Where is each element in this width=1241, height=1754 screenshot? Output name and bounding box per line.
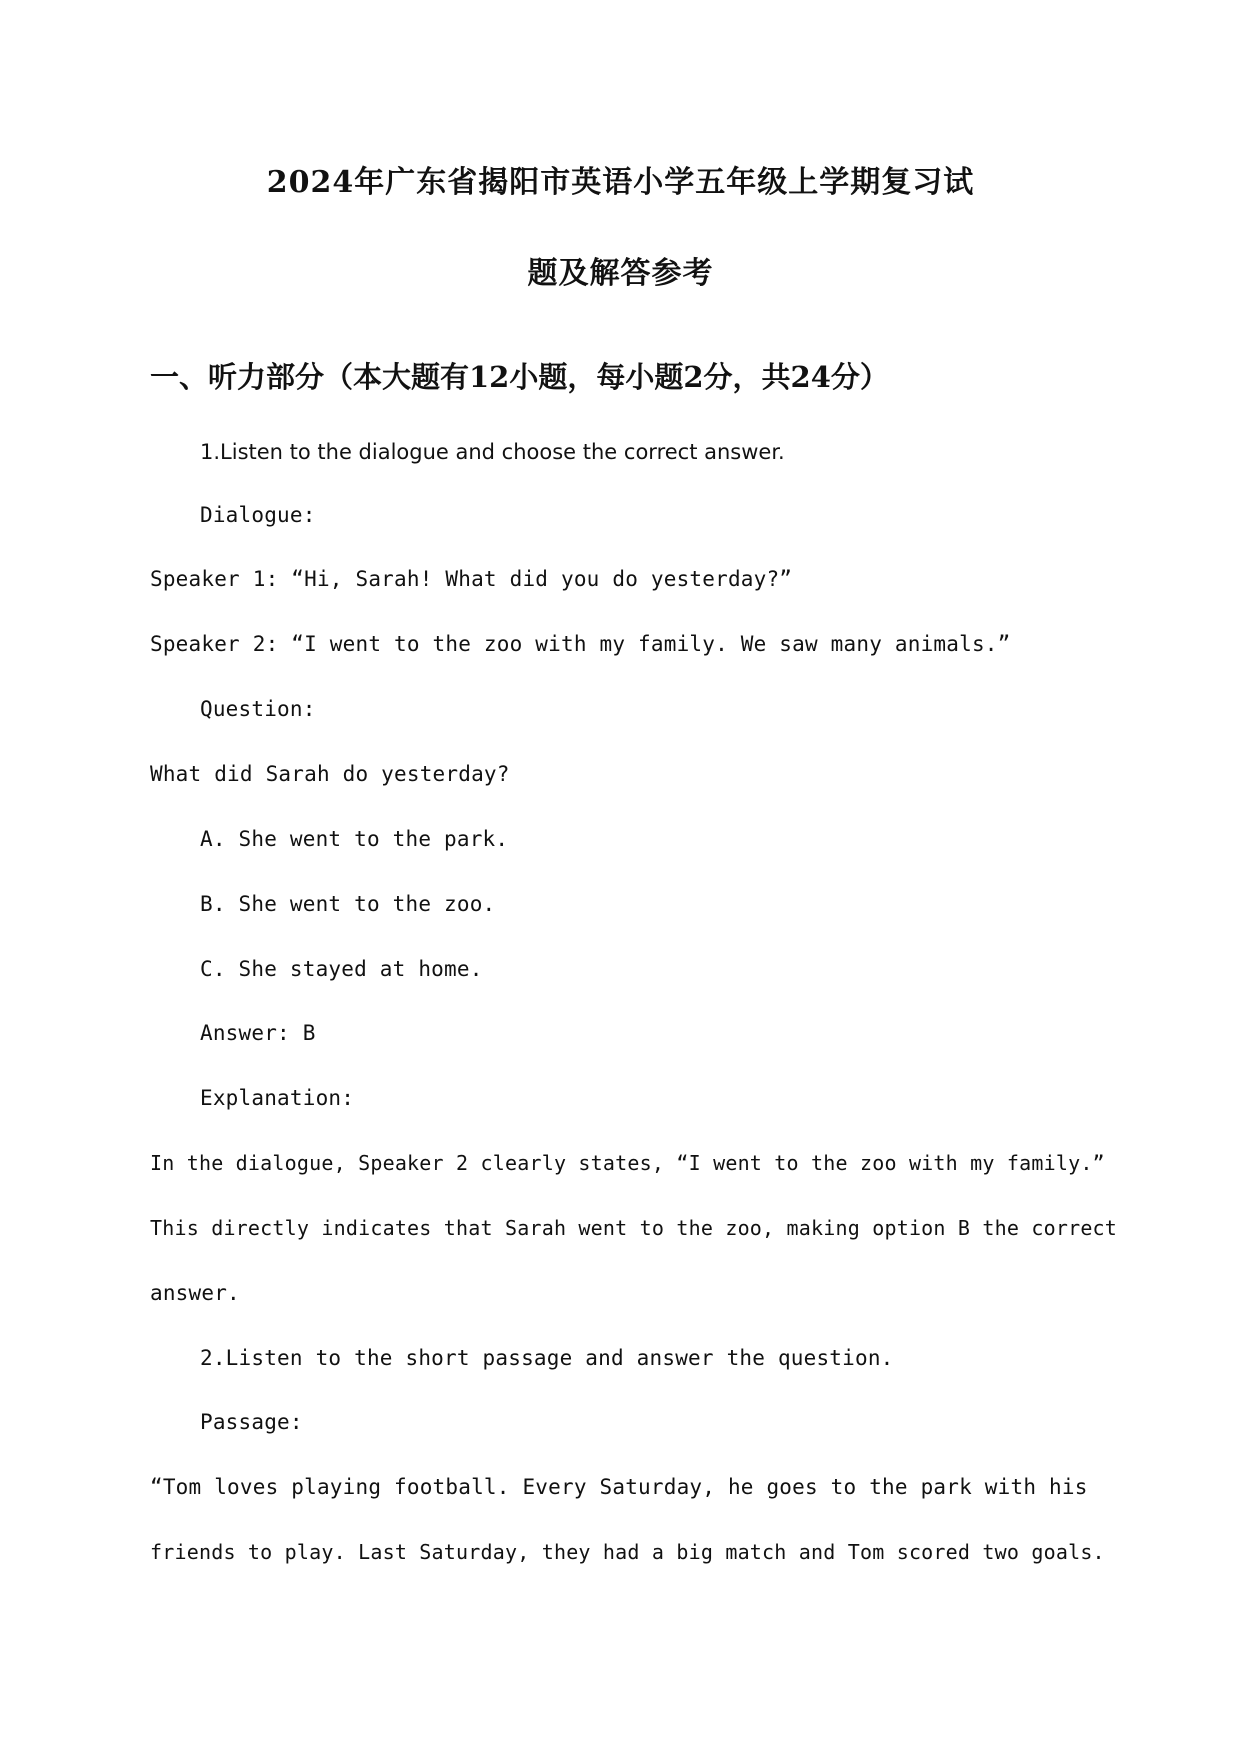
question-2-prompt: 2.Listen to the short passage and answer the question.	[200, 1346, 894, 1370]
explanation-line-3: answer.	[150, 1281, 240, 1305]
explanation-line-2: This directly indicates that Sarah went to the zoo, making option B the correct	[150, 1216, 1118, 1240]
option-b: B. She went to the zoo.	[200, 892, 496, 916]
question-1-prompt: 1.Listen to the dialogue and choose the correct answer.	[200, 440, 785, 464]
question-text: What did Sarah do yesterday?	[150, 762, 510, 786]
passage-label: Passage:	[200, 1410, 303, 1434]
explanation-label: Explanation:	[200, 1086, 355, 1110]
speaker-1-line: Speaker 1: “Hi, Sarah! What did you do yesterday?”	[150, 567, 793, 591]
explanation-line-1: In the dialogue, Speaker 2 clearly states, “I went to the zoo with my family.”	[150, 1151, 1105, 1175]
passage-line-1: “Tom loves playing football. Every Saturday, he goes to the park with his	[150, 1475, 1088, 1499]
document-title-line-2: 题及解答参考	[527, 256, 714, 291]
dialogue-label: Dialogue:	[200, 503, 316, 527]
answer-line: Answer: B	[200, 1021, 316, 1045]
option-c: C. She stayed at home.	[200, 957, 483, 981]
speaker-2-line: Speaker 2: “I went to the zoo with my family. We saw many animals.”	[150, 632, 1011, 656]
document-title-line-1: 2024年广东省揭阳市英语小学五年级上学期复习试	[266, 165, 975, 200]
passage-line-2: friends to play. Last Saturday, they had a big match and Tom scored two goals.	[150, 1540, 1105, 1564]
section-heading-listening: 一、听力部分（本大题有12小题，每小题2分，共24分）	[150, 360, 889, 394]
option-a: A. She went to the park.	[200, 827, 509, 851]
question-label: Question:	[200, 697, 316, 721]
